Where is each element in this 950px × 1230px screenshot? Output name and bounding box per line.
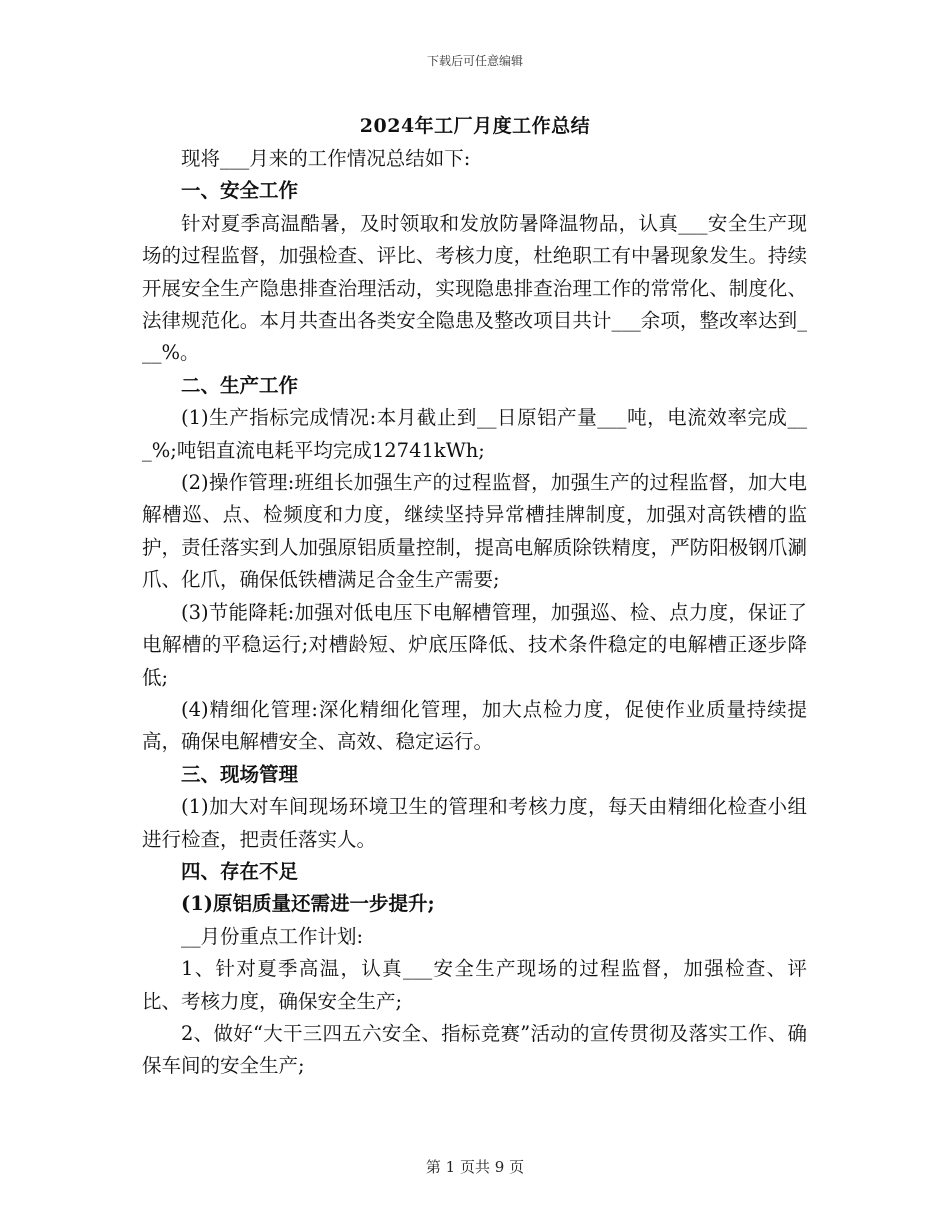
section-heading-production: 二、生产工作 <box>181 373 299 397</box>
plan-item-1: 1、针对夏季高温，认真___安全生产现场的过程监督，加强检查、评比、考核力度，确保安全生产; <box>142 957 807 1013</box>
page-header: 下载后可任意编辑 <box>426 54 523 68</box>
safety-paragraph: 针对夏季高温酷暑，及时领取和发放防暑降温物品，认真___安全生产现场的过程监督，加强检查、评比、考核力度，杜绝职工有中暑现象发生。持续开展安全生产隐患排查治理活动，实现隐患排查治理工作的常常化、制度化、法律规范化。本月共查出各类安全隐患及整改项目共计___余项，整改率达到___%。 <box>142 211 807 365</box>
production-paragraph-1: (1)生产指标完成情况:本月截止到__日原铝产量___吨，电流效率完成___%;吨铝直流电耗平均完成12741kWh; <box>142 406 807 462</box>
plan-intro: __月份重点工作计划: <box>181 924 364 948</box>
production-paragraph-3: (3)节能降耗:加强对低电压下电解槽管理，加强巡、检、点力度，保证了电解槽的平稳运行;对槽龄短、炉底压降低、技术条件稳定的电解槽正逐步降低; <box>142 600 807 689</box>
production-paragraph-2: (2)操作管理:班组长加强生产的过程监督，加强生产的过程监督，加大电解槽巡、点、检频度和力度，继续坚持异常槽挂牌制度，加强对高铁槽的监护，责任落实到人加强原铝质量控制，提高电解质除铁精度，严防阳极钢爪涮爪、化爪，确保低铁槽满足合金生产需要; <box>142 471 807 592</box>
plan-item-2: 2、做好“大干三四五六安全、指标竞赛”活动的宣传贯彻及落实工作、确保车间的安全生产; <box>142 1021 807 1078</box>
shortcoming-item: (1)原铝质量还需进一步提升; <box>181 892 435 916</box>
section-heading-safety: 一、安全工作 <box>181 179 299 203</box>
intro-paragraph: 现将___月来的工作情况总结如下: <box>181 147 471 170</box>
page-footer: 第 1 页共 9 页 <box>425 1158 525 1176</box>
production-paragraph-4: (4)精细化管理:深化精细化管理，加大点检力度，促使作业质量持续提高，确保电解槽安全、高效、稳定运行。 <box>142 697 807 754</box>
section-heading-site-management: 三、现场管理 <box>181 762 299 786</box>
document-title: 2024年工厂月度工作总结 <box>359 115 591 137</box>
document-body <box>142 143 807 1083</box>
site-management-paragraph: (1)加大对车间现场环境卫生的管理和考核力度，每天由精细化检查小组进行检查，把责任落实人。 <box>142 795 807 851</box>
section-heading-shortcomings: 四、存在不足 <box>181 859 299 883</box>
